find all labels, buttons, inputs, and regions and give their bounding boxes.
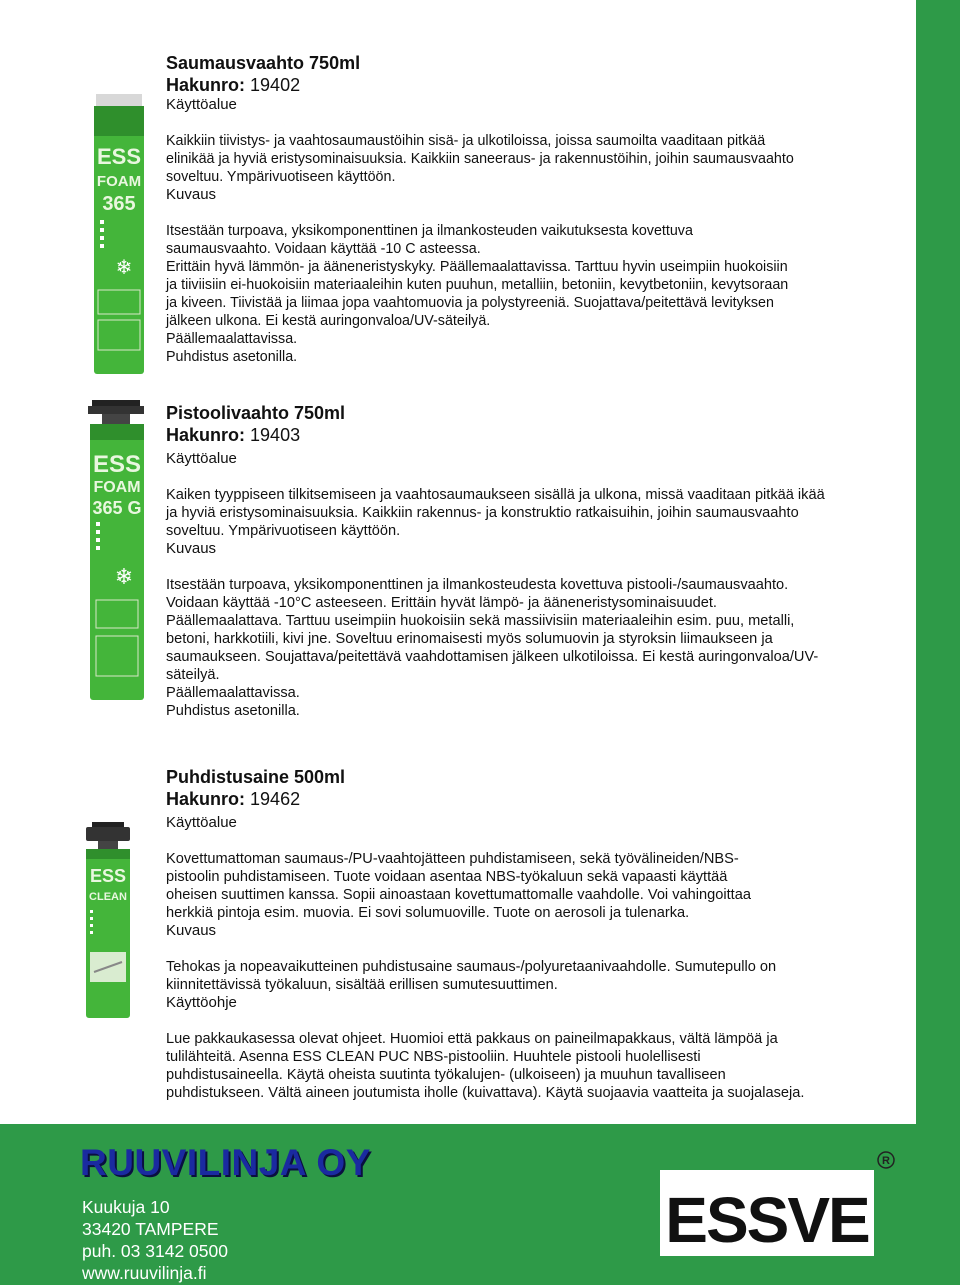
can-name: CLEAN bbox=[89, 891, 127, 903]
address-city: 33420 TAMPERE bbox=[82, 1219, 219, 1239]
svg-text:R: R bbox=[882, 1155, 890, 1167]
instructions-line: Lue pakkaukasessa olevat ohjeet. Huomioi että pakkaus on paineilmapakkaus, vältä lämpöä ja bbox=[166, 1031, 778, 1047]
usage-line: Kaiken tyyppiseen tilkitsemiseen ja vaahtosaumaukseen sisällä ja ulkona, missä vaaditaan pitkää ikää bbox=[166, 487, 825, 503]
code-label: Hakunro: bbox=[166, 425, 246, 445]
can-name: FOAM bbox=[96, 173, 142, 190]
footer bbox=[0, 1124, 960, 1285]
product-code bbox=[166, 74, 886, 96]
website-link[interactable]: www.ruuvilinja.fi bbox=[82, 1263, 207, 1283]
description-line: Tehokas ja nopeavaikutteinen puhdistusaine saumaus-/polyuretaanivaahdolle. Sumutepullo on bbox=[166, 959, 777, 975]
usage-line: ja hyviä eristysominaisuuksia. Kaikkiin rakennus- ja konstruktio ratkaisuihin, joihin saumausvaahto bbox=[166, 505, 799, 521]
description-line: ja tiiviisiin ei-huokoisiin materiaaleihin kuten puuhun, metalliin, betoniin, kevytbetoniin, kevytsoraan bbox=[166, 277, 789, 293]
usage-line: oheisen suuttimen kanssa. Sopii ainoastaan kovettumattomalle vaahdolle. Voi vahingoittaa bbox=[166, 887, 751, 903]
code-label: Hakunro: bbox=[166, 75, 246, 95]
usage-line: soveltuu. Ympärivuotiseen käyttöön. bbox=[166, 523, 401, 539]
usage-heading: Käyttöalue bbox=[166, 96, 237, 113]
product-code bbox=[166, 788, 886, 810]
code-value: 19462 bbox=[250, 789, 301, 809]
product-title: Puhdistusaine 500ml bbox=[166, 767, 346, 787]
description-line: kiinnitettävissä työkaluun, sisältää erillisen sumutesuuttimen. bbox=[166, 977, 558, 993]
description-line: Puhdistus asetonilla. bbox=[166, 349, 298, 365]
essve-logo bbox=[660, 1150, 896, 1256]
svg-text:❄: ❄ bbox=[115, 257, 133, 279]
address-street: Kuukuja 10 bbox=[82, 1197, 170, 1217]
address-phone: puh. 03 3142 0500 bbox=[82, 1241, 228, 1261]
description-line: Päällemaalattavissa. bbox=[166, 331, 298, 347]
description-line: betoni, harkkotiili, kivi jne. Soveltuu erinomaisesti myös solumuovin ja styroksin liimaukseen ja bbox=[166, 631, 773, 647]
usage-line: herkkiä pintoja esim. muovia. Ei sovi solumuoville. Tuote on aerosoli ja tulenarka. bbox=[166, 905, 690, 921]
can-name: FOAM bbox=[93, 479, 141, 496]
can-model: 365 G bbox=[92, 498, 142, 518]
usage-line: elinikää ja hyviä eristysominaisuuksia. Kaikkiin saneeraus- ja rakennustöihin, joihin saumausvaahto bbox=[166, 151, 794, 167]
usage-line: pistoolin puhdistamiseen. Tuote voidaan asentaa NBS-työkaluun sekä vapaasti käyttää bbox=[166, 869, 728, 885]
description-line: Erittäin hyvä lämmön- ja ääneneristyskyky. Päällemaalattavissa. Tarttuu hyvin useimpiin huokoisiin bbox=[166, 259, 788, 275]
usage-line: Kaikkiin tiivistys- ja vaahtosaumaustöihin sisä- ja ulkotiloissa, joissa saumoilta vaaditaan pitkää bbox=[166, 133, 766, 149]
product-title: Pistoolivaahto 750ml bbox=[166, 403, 346, 423]
description-heading: Kuvaus bbox=[166, 540, 217, 557]
code-value: 19403 bbox=[250, 425, 301, 445]
description-line: saumaukseen. Soujattava/peitettävä vaahdottamisen jälkeen ulkotiloissa. Ei kestä auringonvaloa/UV- bbox=[166, 649, 819, 665]
description-line: saumausvaahto. Voidaan käyttää -10 C asteessa. bbox=[166, 241, 481, 257]
description-line: Päällemaalattava. Tarttuu useimpiin huokoisiin sekä massiivisiin materiaaleihin esim. puu, metalli, bbox=[166, 613, 795, 629]
company-address bbox=[82, 1196, 228, 1284]
description-line: Itsestään turpoava, yksikomponenttinen ja ilmankosteudesta kovettuva pistooli-/saumausvaahto. bbox=[166, 577, 789, 593]
description-heading: Kuvaus bbox=[166, 922, 217, 939]
code-value: 19402 bbox=[250, 75, 301, 95]
description-line: ja kiveen. Tiivistää ja liimaa jopa vaahtomuovia ja polystyreeniä. Suojattava/peitettävä levityksen bbox=[166, 295, 774, 311]
can-brand: ESS bbox=[92, 451, 142, 478]
can-model: 365 bbox=[102, 193, 136, 215]
description-line: Itsestään turpoava, yksikomponenttinen ja ilmankosteuden vaikutuksesta kovettuva bbox=[166, 223, 693, 239]
can-brand: ESS bbox=[89, 866, 127, 886]
usage-heading: Käyttöalue bbox=[166, 450, 237, 467]
description-heading: Kuvaus bbox=[166, 186, 217, 203]
description-line: säteilyä. bbox=[166, 667, 220, 683]
foam-can-image bbox=[80, 400, 154, 700]
instructions-heading: Käyttöohje bbox=[166, 994, 237, 1011]
usage-heading: Käyttöalue bbox=[166, 814, 237, 831]
code-label: Hakunro: bbox=[166, 789, 246, 809]
product-title: Saumausvaahto 750ml bbox=[166, 53, 361, 73]
product-code bbox=[166, 424, 886, 446]
instructions-line: puhdistukseen. Vältä aineen joutumista iholle (kuivattava). Käytä suojaavia vaatteita ja suojalaseja. bbox=[166, 1085, 805, 1101]
svg-text:❄: ❄ bbox=[114, 564, 134, 589]
logo-text: ESSVE bbox=[665, 1184, 869, 1256]
foam-can-image bbox=[90, 94, 148, 374]
usage-line: Kovettumattoman saumaus-/PU-vaahtojätteen puhdistamiseen, sekä työvälineiden/NBS- bbox=[166, 851, 739, 867]
usage-line: soveltuu. Ympärivuotiseen käyttöön. bbox=[166, 169, 396, 185]
description-line: Voidaan käyttää -10°C asteeseen. Erittäin hyvät lämpö- ja ääneneristysominaisuudet. bbox=[166, 595, 717, 611]
can-brand: ESS bbox=[96, 144, 142, 169]
description-line: Päällemaalattavissa. bbox=[166, 685, 300, 701]
description-line: Puhdistus asetonilla. bbox=[166, 703, 300, 719]
instructions-line: tulilähteitä. Asenna ESS CLEAN PUC NBS-pistooliin. Huuhtele pistooli huolellisesti bbox=[166, 1049, 701, 1065]
description-line: jälkeen ulkona. Ei kestä auringonvaloa/UV-säteilyä. bbox=[166, 313, 491, 329]
instructions-line: puhdistusaineella. Käytä oheista suutinta työkalujen- (ulkoiseen) ja muuhun tavalliseen bbox=[166, 1067, 726, 1083]
cleaner-can-image bbox=[78, 822, 138, 1018]
right-green-bar bbox=[916, 0, 960, 1124]
company-name: RUUVILINJA OY bbox=[80, 1142, 371, 1183]
